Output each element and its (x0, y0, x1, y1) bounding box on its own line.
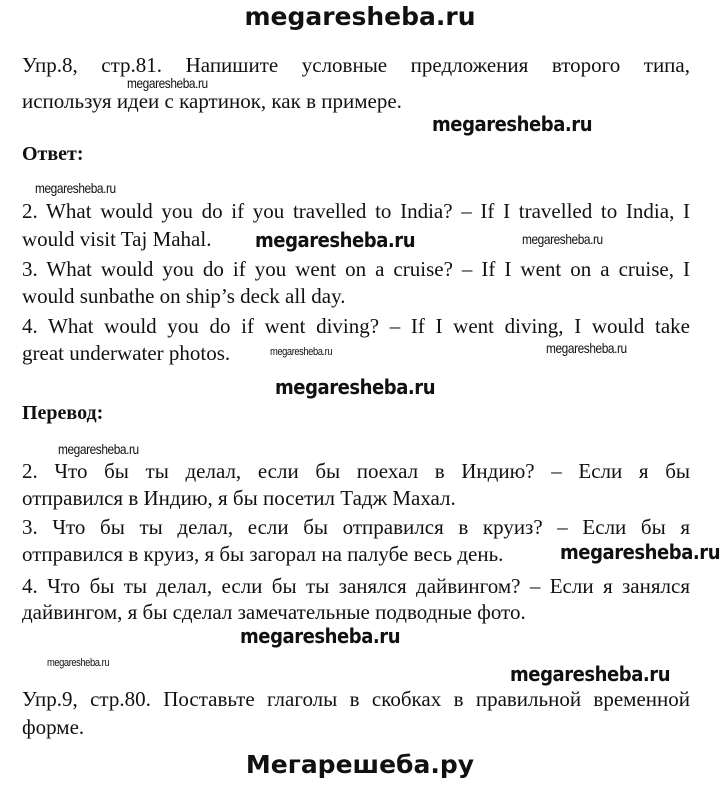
exercise-9-text: форме. (22, 715, 85, 739)
watermark: megaresheba.ru (510, 662, 671, 686)
answer-line: 4. What would you do if went diving? – If I went diving, I would take (22, 314, 690, 338)
translation-line: дайвингом, я бы сделал замечательные подводные фото. (22, 600, 526, 624)
watermark: megaresheba.ru (127, 75, 208, 91)
watermark: megaresheba.ru (255, 228, 416, 252)
watermark: megaresheba.ru (270, 346, 333, 358)
translation-line: 2. Что бы ты делал, если бы поехал в Индию? – Если я бы (22, 459, 690, 483)
answer-line: 2. What would you do if you travelled to India? – If I travelled to India, I (22, 199, 690, 223)
watermark: megaresheba.ru (522, 231, 603, 247)
footer-brand: Мегарешеба.ру (245, 750, 475, 779)
watermark: megaresheba.ru (58, 441, 139, 457)
header-watermark: megaresheba.ru (244, 2, 476, 31)
watermark: megaresheba.ru (275, 375, 436, 399)
watermark: megaresheba.ru (240, 624, 401, 648)
translation-line: 4. Что бы ты делал, если бы ты занялся дайвингом? – Если я занялся (22, 574, 690, 598)
answer-line: would sunbathe on ship’s deck all day. (22, 284, 346, 308)
translation-line: отправился в круиз, я бы загорал на палубе весь день. (22, 542, 504, 566)
exercise-8-text: используя идеи с картинок, как в примере. (22, 89, 402, 113)
answer-line: great underwater photos. (22, 341, 231, 365)
translation-line: отправился в Индию, я бы посетил Тадж Махал. (22, 486, 456, 510)
translation-line: 3. Что бы ты делал, если бы отправился в круиз? – Если бы я (22, 515, 690, 539)
answer-heading: Ответ: (22, 143, 84, 165)
exercise-9-text: Упр.9, стр.80. Поставьте глаголы в скобках в правильной временной (22, 687, 690, 711)
watermark: megaresheba.ru (546, 340, 627, 356)
translation-heading: Перевод: (22, 402, 104, 424)
watermark: megaresheba.ru (432, 112, 593, 136)
answer-line: 3. What would you do if you went on a cruise? – If I went on a cruise, I (22, 257, 690, 281)
exercise-8-text: Упр.8, стр.81. Напишите условные предложения второго типа, (22, 53, 690, 77)
watermark: megaresheba.ru (35, 180, 116, 196)
answer-line: would visit Taj Mahal. (22, 227, 212, 251)
watermark: megaresheba.ru (47, 657, 110, 669)
watermark: megaresheba.ru (560, 540, 720, 564)
